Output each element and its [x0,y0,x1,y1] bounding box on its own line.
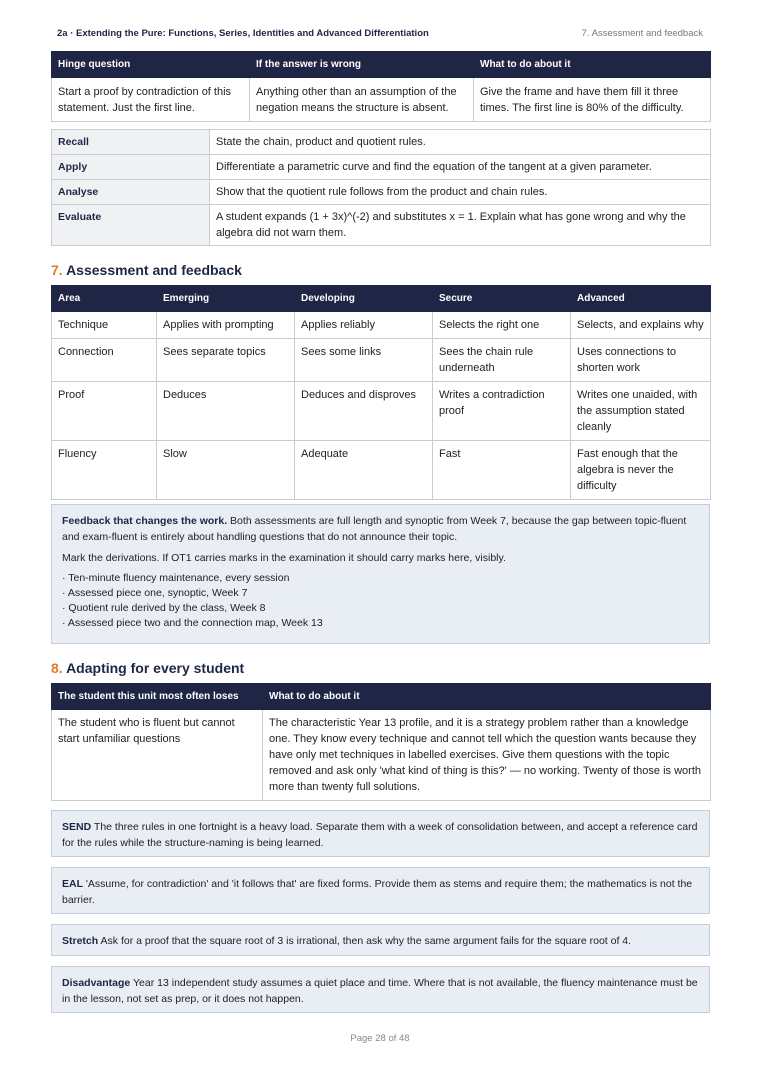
feedback-paragraph-2: Mark the derivations. If OT1 carries marks in the examination it should carry marks here, visibly. [62,552,506,564]
table-header: Area [52,286,157,312]
note-text: Ask for a proof that the square root of 3 is irrational, then ask why the same argument fails for the square root of 4. [98,935,632,947]
table-row [52,180,711,205]
running-header [57,28,703,42]
table-row [52,339,711,382]
page-number: Page 28 of 48 [350,1033,410,1044]
section-number: 8. [51,660,63,676]
assessment-rubric-table [51,285,711,500]
table-cell: Anything other than an assumption of the negation means the structure is absent. [250,78,474,122]
table-row [52,155,711,180]
table-header: What to do about it [263,684,711,710]
list-item: · Quotient rule derived by the class, Week 8 [62,602,266,614]
table-header: Hinge question [52,52,250,78]
table-cell: Selects the right one [433,312,571,339]
table-cell: Sees the chain rule underneath [433,339,571,382]
level-task: Show that the quotient rule follows from the product and chain rules. [210,180,711,205]
table-row [52,441,711,500]
hinge-question-table [51,51,711,122]
table-cell: Technique [52,312,157,339]
table-header: The student this unit most often loses [52,684,263,710]
list-item: · Ten-minute fluency maintenance, every session [62,572,290,584]
table-cell: Proof [52,382,157,441]
section-title: Assessment and feedback [66,262,242,278]
table-cell: Deduces [157,382,295,441]
table-cell: Fast enough that the algebra is never the difficulty [571,441,711,500]
table-cell: Connection [52,339,157,382]
level-task: Differentiate a parametric curve and find the equation of the tangent at a given parameter. [210,155,711,180]
eal-note [51,867,710,914]
table-cell: Sees separate topics [157,339,295,382]
level-task: A student expands (1 + 3x)^(-2) and substitutes x = 1. Explain what has gone wrong and why the algebra did not warn them. [210,205,711,246]
adapting-table [51,683,711,801]
table-row [52,78,711,122]
table-cell: Slow [157,441,295,500]
question-levels-table [51,129,711,246]
level-label: Recall [52,130,210,155]
table-cell: Sees some links [295,339,433,382]
disadvantage-note [51,966,710,1013]
table-cell: Writes a contradiction proof [433,382,571,441]
list-item: · Assessed piece one, synoptic, Week 7 [62,587,248,599]
feedback-lead: Feedback that changes the work. [62,515,228,527]
table-row [52,312,711,339]
table-cell: Uses connections to shorten work [571,339,711,382]
table-cell: Give the frame and have them fill it three times. The first line is 80% of the difficulty. [474,78,711,122]
table-cell: Start a proof by contradiction of this statement. Just the first line. [52,78,250,122]
table-cell: Deduces and disproves [295,382,433,441]
level-label: Evaluate [52,205,210,246]
feedback-text: Both assessments are full length and synoptic from Week 7, because the gap between topic-fluent and exam-fluent is entirely about handling questions that do not announce their topic. [62,515,687,543]
table-cell: Adequate [295,441,433,500]
table-cell: Writes one unaided, with the assumption stated cleanly [571,382,711,441]
section-heading-adapting [51,660,244,676]
table-row [52,130,711,155]
table-cell: Selects, and explains why [571,312,711,339]
table-header: Advanced [571,286,711,312]
note-text: The three rules in one fortnight is a heavy load. Separate them with a week of consolidation between, and accept a reference card for the rules while the structure-naming is being learned. [62,821,698,849]
stretch-note [51,924,710,956]
table-header: Developing [295,286,433,312]
table-cell: Applies with prompting [157,312,295,339]
level-label: Analyse [52,180,210,205]
feedback-callout [51,504,710,644]
level-task: State the chain, product and quotient rules. [210,130,711,155]
table-row [52,382,711,441]
note-label: SEND [62,821,92,833]
note-label: EAL [62,878,83,890]
note-text: Year 13 independent study assumes a quiet place and time. Where that is not available, the fluency maintenance must be in the lesson, not set as prep, or it does not happen. [62,977,698,1005]
table-cell: Fast [433,441,571,500]
header-section-title: 7. Assessment and feedback [581,28,703,39]
table-header: What to do about it [474,52,711,78]
table-row [52,710,711,801]
note-label: Disadvantage [62,977,131,989]
table-row [52,205,711,246]
section-heading-assessment [51,262,242,278]
feedback-list [62,571,699,631]
header-unit-title: 2a · Extending the Pure: Functions, Series, Identities and Advanced Differentiation [57,28,429,39]
table-cell: Fluency [52,441,157,500]
table-cell: The student who is fluent but cannot start unfamiliar questions [52,710,263,801]
feedback-paragraph [62,513,699,545]
table-cell: Applies reliably [295,312,433,339]
send-note [51,810,710,857]
section-title: Adapting for every student [66,660,245,676]
list-item: · Assessed piece two and the connection map, Week 13 [62,617,323,629]
table-cell: The characteristic Year 13 profile, and it is a strategy problem rather than a knowledge one. They know every technique and cannot tell which the question wants because they have only met techniques in labelled exercises. Give them questions with the topic removed and ask only 'what kind of thing is this?' — no working. Twenty of those is worth more than twenty full solutions. [263,710,711,801]
table-header: Secure [433,286,571,312]
section-number: 7. [51,262,63,278]
table-header: Emerging [157,286,295,312]
note-text: 'Assume, for contradiction' and 'it follows that' are fixed forms. Provide them as stems and require them; the mathematics is not the barrier. [62,878,693,906]
note-label: Stretch [62,935,99,947]
table-header: If the answer is wrong [250,52,474,78]
level-label: Apply [52,155,210,180]
